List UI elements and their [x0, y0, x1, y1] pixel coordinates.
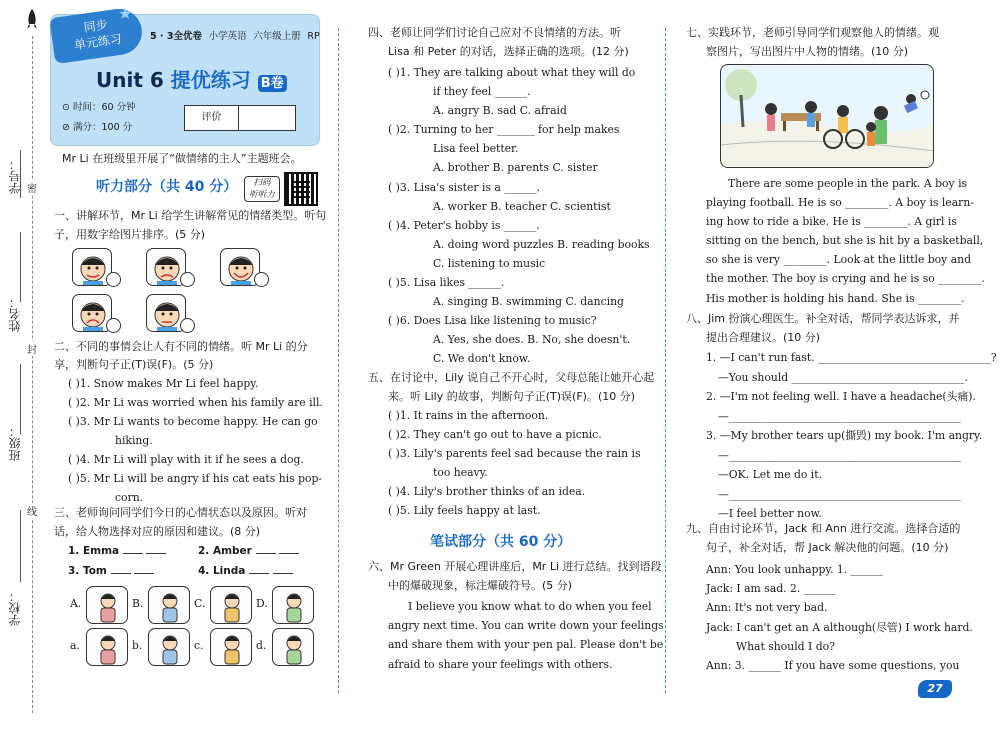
section6-heading-1: 六、Mr Green 开展心理讲座后，Mr Li 进行总结。找到语段 — [368, 560, 662, 573]
section9-heading-1: 九、自由讨论环节，Jack 和 Ann 进行交流。选择合适的 — [686, 522, 961, 535]
section2-item-1: ( )1. Snow makes Mr Li feel happy. — [68, 377, 259, 390]
person-amber: 2. Amber — [198, 545, 252, 557]
subject-name: 小学英语 — [208, 31, 247, 42]
suggestion-picture-1 — [86, 628, 128, 666]
section8-line-3: 2. —I'm not feeling well. I have a headache(头痛). — [706, 390, 976, 403]
section7-paragraph-line-3: ing how to ride a bike. He is ________. A girl is — [706, 215, 957, 229]
section8-line-7: —OK. Let me do it. — [718, 468, 823, 481]
section6-heading-2: 中的爆破现象，标注爆破符号。(5 分) — [388, 579, 573, 592]
name-label: 姓名： — [8, 296, 22, 332]
section4-line-3: A. angry B. sad C. afraid — [433, 104, 567, 118]
reason-picture-4 — [272, 586, 314, 624]
section3-heading-2: 话，给人物选择对应的原因和建议。(8 分) — [54, 525, 261, 538]
section7-heading-1: 七、实践环节，老师引导同学们观察他人的情绪。观 — [686, 26, 939, 39]
section9-line-3: Ann: It's not very bad. — [706, 601, 828, 615]
section4-line-10: A. doing word puzzles B. reading books — [433, 237, 650, 251]
section5-heading-1: 五、在讨论中，Lily 说自己不开心时，父母总能让她开心起 — [368, 371, 655, 384]
reason-option-label-4: D. — [256, 597, 268, 610]
section6-paragraph-line-2: angry next time. You can write down your feelings — [388, 619, 664, 633]
section2-item-3: ( )3. Mr Li wants to become happy. He can go — [68, 415, 318, 428]
section4-line-2: if they feel ______. — [433, 85, 531, 99]
answer-circle-5[interactable] — [180, 318, 195, 333]
section4-line-4: ( )2. Turning to her _______ for help makes — [388, 123, 620, 137]
evaluation-box[interactable] — [184, 105, 296, 131]
page-title: 提优练习 — [170, 68, 251, 92]
seal-mi: 密 — [27, 180, 37, 195]
suggestion-option-label-2: b. — [132, 639, 143, 652]
section4-heading-2: Lisa 和 Peter 的对话，选择正确的选项。(12 分) — [388, 45, 629, 58]
section4-line-11: C. listening to music — [433, 256, 546, 270]
section8-line-1: 1. —I can't run fast. ________________________________? — [706, 351, 997, 364]
full-score: 满分：100 分 — [73, 122, 133, 133]
section7-paragraph-line-7: His mother is holding his hand. She is ________. — [706, 291, 965, 305]
seal-xian: 线 — [27, 503, 37, 518]
section4-line-5: Lisa feel better. — [433, 142, 519, 156]
section9-heading-2: 句子，补全对话，帮 Jack 解决他的问题。(10 分) — [706, 541, 949, 554]
grade-name: 六年级上册 — [253, 31, 301, 42]
answer-circle-4[interactable] — [106, 318, 121, 333]
section8-line-9: —I feel better now. — [718, 507, 822, 520]
section8-line-2: —You should ________________________________. — [718, 370, 968, 384]
section5-item-1: ( )1. It rains in the afternoon. — [388, 409, 549, 422]
section9-line-5: What should I do? — [736, 639, 835, 653]
section4-line-7: ( )3. Lisa's sister is a ______. — [388, 180, 541, 194]
rocket-icon — [26, 8, 38, 30]
section7-paragraph-line-2: playing football. He is so ________. A boy is learn- — [706, 196, 974, 210]
answer-circle-2[interactable] — [180, 272, 195, 287]
star-icon: ★ — [118, 4, 133, 23]
unit-badge: 同步 单元练习 — [49, 6, 145, 64]
school-label: 学校： — [8, 590, 22, 626]
reason-picture-1 — [86, 586, 128, 624]
section5-item-5: ( )4. Lily's brother thinks of an idea. — [388, 485, 586, 498]
section4-line-8: A. worker B. teacher C. scientist — [433, 199, 611, 213]
section2-item-2: ( )2. Mr Li was worried when his family are ill. — [68, 396, 323, 409]
person-linda: 4. Linda — [198, 565, 246, 577]
section8-heading-1: 八、Jim 扮演心理医生。补全对话，帮同学表达诉求，并 — [686, 312, 960, 325]
section8-line-8: —___________________________________________ — [718, 487, 961, 501]
section7-paragraph-line-5: so she is very ________. Look at the little boy and — [706, 253, 972, 267]
section5-heading-2: 来。听 Lily 的故事，判断句子正(T)误(F)。(10 分) — [388, 390, 636, 403]
section9-line-1: Ann: You look unhappy. 1. ______ — [706, 563, 884, 576]
section9-line-2: Jack: I am sad. 2. ______ — [706, 582, 837, 596]
section7-paragraph-line-6: the mother. The boy is crying and he is so ________. — [706, 272, 985, 286]
section7-paragraph-line-1: There are some people in the park. A boy is — [728, 177, 968, 190]
section2-heading-1: 二、不同的事情会让人有不同的情绪。听 Mr Li 的分 — [54, 340, 308, 353]
reason-option-label-3: C. — [194, 597, 206, 610]
evaluation-label: 评价 — [185, 106, 239, 130]
section4-heading-1: 四、老师让同学们讨论自己应对不良情绪的方法。听 — [368, 26, 621, 39]
intro-text: Mr Li 在班级里开展了“做情绪的主人”主题班会。 — [62, 152, 302, 165]
section6-paragraph-line-1: I believe you know what to do when you feel — [408, 600, 652, 613]
writing-title: 笔试部分（共 60 分） — [430, 534, 572, 550]
section8-line-4: —___________________________________________ — [718, 409, 961, 423]
reason-picture-2 — [148, 586, 190, 624]
page-number: 27 — [918, 680, 952, 698]
section2-item-7: corn. — [115, 491, 144, 504]
suggestion-picture-4 — [272, 628, 314, 666]
suggestion-picture-2 — [148, 628, 190, 666]
section1-heading-2: 子，用数字给图片排序。(5 分) — [54, 228, 206, 241]
section5-item-2: ( )2. They can't go out to have a picnic. — [388, 428, 602, 441]
person-tom: 3. Tom — [68, 565, 107, 577]
section2-item-5: ( )4. Mr Li will play with it if he sees a dog. — [68, 453, 304, 466]
section2-item-4: hiking. — [115, 434, 153, 447]
listening-title: 听力部分（共 40 分） — [96, 179, 238, 195]
section4-line-16: C. We don't know. — [433, 352, 531, 366]
clock-icon: ⊙ — [62, 102, 70, 113]
section7-heading-2: 察图片，写出图片中人物的情绪。(10 分) — [706, 45, 909, 58]
qr-label: 扫码 听听力 — [244, 176, 280, 202]
section2-heading-2: 享，判断句子正(T)误(F)。(5 分) — [54, 358, 214, 371]
section5-item-6: ( )5. Lily feels happy at last. — [388, 504, 541, 517]
unit-number: Unit 6 — [96, 68, 164, 92]
section4-line-14: ( )6. Does Lisa like listening to music? — [388, 314, 597, 328]
section9-line-6: Ann: 3. ______ If you have some questions, you — [706, 659, 960, 673]
section4-line-6: A. brother B. parents C. sister — [433, 161, 598, 175]
suggestion-option-label-1: a. — [70, 639, 80, 652]
section4-line-1: ( )1. They are talking about what they will do — [388, 66, 636, 79]
reason-option-label-2: B. — [132, 597, 144, 610]
section8-line-6: —___________________________________________ — [718, 448, 961, 462]
check-icon: ⊘ — [62, 122, 70, 133]
section8-line-5: 3. —My brother tears up(撕毁) my book. I'm angry. — [706, 429, 983, 442]
suggestion-picture-3 — [210, 628, 252, 666]
section4-line-9: ( )4. Peter's hobby is ______. — [388, 218, 540, 232]
series-name: 5 · 3全优卷 — [150, 31, 202, 42]
qr-code[interactable] — [284, 172, 318, 206]
reason-picture-3 — [210, 586, 252, 624]
suggestion-option-label-3: c. — [194, 639, 204, 652]
section5-item-3: ( )3. Lily's parents feel sad because the rain is — [388, 447, 641, 460]
section8-heading-2: 提出合理建议。(10 分) — [706, 331, 821, 344]
section6-paragraph-line-4: afraid to share your feelings with others. — [388, 657, 613, 671]
section1-heading-1: 一、讲解环节，Mr Li 给学生讲解常见的情绪类型。听句 — [54, 209, 327, 222]
section4-line-13: A. singing B. swimming C. dancing — [433, 295, 624, 309]
section4-line-15: A. Yes, she does. B. No, she doesn't. — [433, 333, 631, 347]
suggestion-option-label-4: d. — [256, 639, 267, 652]
seal-feng: 封 — [27, 341, 37, 356]
park-scene-illustration — [720, 64, 934, 168]
reason-option-label-1: A. — [70, 597, 82, 610]
person-emma: 1. Emma — [68, 545, 120, 557]
section5-item-4: too heavy. — [433, 466, 488, 479]
answer-circle-1[interactable] — [106, 272, 121, 287]
section2-item-6: ( )5. Mr Li will be angry if his cat eats his pop- — [68, 472, 323, 485]
edition-name: RP — [307, 31, 320, 42]
section6-paragraph-line-3: and share them with your pen pal. Please don't be — [388, 638, 664, 652]
student-id-label: 学号： — [8, 158, 22, 194]
section3-heading-1: 三、老师询问同学们今日的心情状态以及原因。听对 — [54, 506, 307, 519]
answer-circle-3[interactable] — [254, 272, 269, 287]
class-label: 班级： — [8, 425, 22, 461]
time-limit: 时间：60 分钟 — [73, 102, 136, 113]
section7-paragraph-line-4: sitting on the bench, but she is hit by a basketball, — [706, 234, 984, 248]
section4-line-12: ( )5. Lisa likes ______. — [388, 276, 505, 290]
variant-badge: B卷 — [258, 75, 287, 92]
section9-line-4: Jack: I can't get an A although(尽管) I work hard. — [706, 620, 973, 634]
